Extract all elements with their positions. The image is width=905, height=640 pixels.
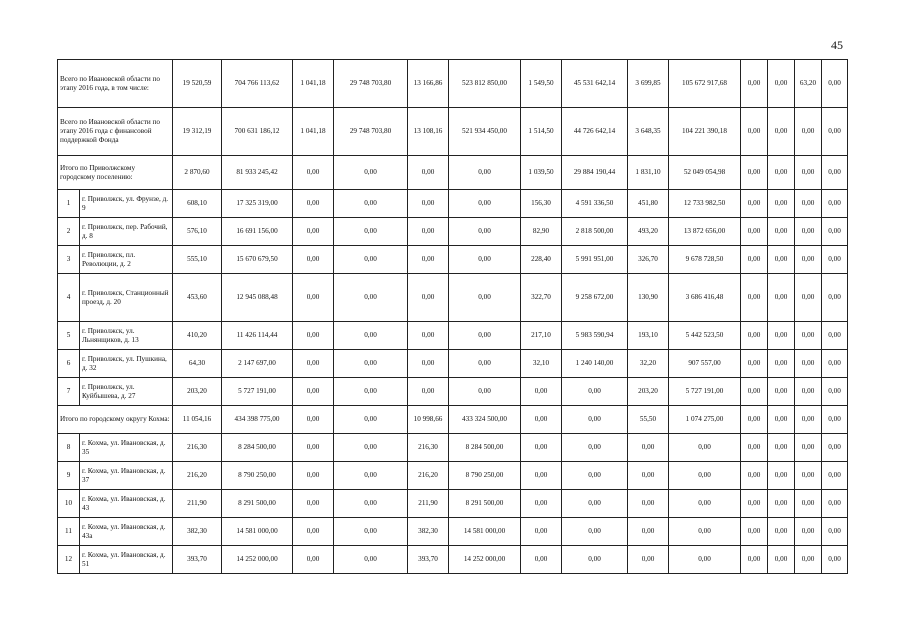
value-cell: 0,00: [822, 490, 848, 518]
value-cell: 0,00: [334, 378, 408, 406]
value-cell: 493,20: [628, 218, 669, 246]
table-body: [58, 60, 848, 574]
value-cell: 0,00: [768, 322, 795, 350]
value-cell: 2 870,60: [173, 156, 222, 190]
value-cell: 8 790 250,00: [222, 462, 293, 490]
value-cell: 0,00: [768, 156, 795, 190]
value-cell: 0,00: [768, 518, 795, 546]
value-cell: 203,20: [628, 378, 669, 406]
value-cell: 0,00: [293, 218, 334, 246]
value-cell: 3 686 416,48: [669, 274, 741, 322]
table-row: [58, 518, 848, 546]
value-cell: 0,00: [669, 518, 741, 546]
value-cell: 15 670 679,50: [222, 246, 293, 274]
value-cell: 216,20: [408, 462, 449, 490]
value-cell: 0,00: [768, 274, 795, 322]
value-cell: 0,00: [521, 378, 562, 406]
value-cell: 105 672 917,68: [669, 60, 741, 108]
address-cell: г. Приволжск, ул. Льнянщиков, д. 13: [80, 322, 173, 350]
value-cell: 0,00: [741, 462, 768, 490]
value-cell: 0,00: [562, 434, 628, 462]
address-cell: г. Приволжск, ул. Пушкина, д. 32: [80, 350, 173, 378]
value-cell: 0,00: [408, 350, 449, 378]
value-cell: 0,00: [521, 462, 562, 490]
value-cell: 0,00: [334, 274, 408, 322]
summary-label: Всего по Ивановской области по этапу 2016 года с финансовой поддержкой Фонда: [58, 108, 173, 156]
value-cell: 0,00: [741, 218, 768, 246]
value-cell: 0,00: [822, 156, 848, 190]
value-cell: 0,00: [293, 350, 334, 378]
address-cell: г. Приволжск, Станционный проезд, д. 20: [80, 274, 173, 322]
value-cell: 0,00: [741, 190, 768, 218]
value-cell: 8 790 250,00: [449, 462, 521, 490]
value-cell: 211,90: [173, 490, 222, 518]
value-cell: 0,00: [768, 462, 795, 490]
value-cell: 0,00: [795, 218, 822, 246]
address-cell: г. Приволжск, ул. Куйбышева, д. 27: [80, 378, 173, 406]
value-cell: 9 678 728,50: [669, 246, 741, 274]
table-row: [58, 322, 848, 350]
value-cell: 10 998,66: [408, 406, 449, 434]
value-cell: 0,00: [741, 378, 768, 406]
value-cell: 0,00: [795, 108, 822, 156]
value-cell: 8 284 500,00: [449, 434, 521, 462]
summary-label: Всего по Ивановской области по этапу 2016 года, в том числе:: [58, 60, 173, 108]
value-cell: 0,00: [822, 546, 848, 574]
value-cell: 5 727 191,00: [222, 378, 293, 406]
value-cell: 52 049 054,98: [669, 156, 741, 190]
value-cell: 0,00: [334, 350, 408, 378]
value-cell: 5 442 523,50: [669, 322, 741, 350]
table-row: [58, 350, 848, 378]
value-cell: 0,00: [741, 60, 768, 108]
value-cell: 29 884 190,44: [562, 156, 628, 190]
value-cell: 326,70: [628, 246, 669, 274]
value-cell: 14 581 000,00: [222, 518, 293, 546]
value-cell: 0,00: [822, 322, 848, 350]
value-cell: 0,00: [334, 218, 408, 246]
value-cell: 1 549,50: [521, 60, 562, 108]
value-cell: 0,00: [768, 350, 795, 378]
value-cell: 0,00: [741, 406, 768, 434]
value-cell: 0,00: [741, 108, 768, 156]
value-cell: 5 727 191,00: [669, 378, 741, 406]
value-cell: 382,30: [173, 518, 222, 546]
value-cell: 82,90: [521, 218, 562, 246]
value-cell: 203,20: [173, 378, 222, 406]
value-cell: 0,00: [521, 434, 562, 462]
value-cell: 0,00: [293, 434, 334, 462]
value-cell: 0,00: [795, 246, 822, 274]
address-cell: г. Приволжск, ул. Фрунзе, д. 9: [80, 190, 173, 218]
page-number: 45: [831, 38, 843, 52]
value-cell: 3 648,35: [628, 108, 669, 156]
value-cell: 1 514,50: [521, 108, 562, 156]
value-cell: 8 284 500,00: [222, 434, 293, 462]
value-cell: 14 581 000,00: [449, 518, 521, 546]
value-cell: 0,00: [408, 322, 449, 350]
value-cell: 0,00: [741, 434, 768, 462]
value-cell: 523 812 850,00: [449, 60, 521, 108]
data-table: [57, 59, 848, 574]
value-cell: 0,00: [822, 60, 848, 108]
value-cell: 0,00: [741, 274, 768, 322]
value-cell: 0,00: [334, 246, 408, 274]
table-row: [58, 378, 848, 406]
value-cell: 0,00: [741, 546, 768, 574]
value-cell: 0,00: [669, 546, 741, 574]
value-cell: 0,00: [293, 546, 334, 574]
value-cell: 700 631 186,12: [222, 108, 293, 156]
value-cell: 433 324 500,00: [449, 406, 521, 434]
value-cell: 453,60: [173, 274, 222, 322]
value-cell: 0,00: [669, 490, 741, 518]
value-cell: 0,00: [521, 546, 562, 574]
table-row: [58, 434, 848, 462]
value-cell: 0,00: [334, 406, 408, 434]
value-cell: 393,70: [173, 546, 222, 574]
value-cell: 32,10: [521, 350, 562, 378]
value-cell: 0,00: [562, 518, 628, 546]
value-cell: 0,00: [449, 218, 521, 246]
value-cell: 0,00: [768, 190, 795, 218]
value-cell: 0,00: [822, 518, 848, 546]
value-cell: 0,00: [822, 350, 848, 378]
value-cell: 130,90: [628, 274, 669, 322]
value-cell: 576,10: [173, 218, 222, 246]
value-cell: 1 831,10: [628, 156, 669, 190]
summary-label: Итого по Приволжскому городскому поселению:: [58, 156, 173, 190]
value-cell: 216,30: [408, 434, 449, 462]
value-cell: 14 252 000,00: [222, 546, 293, 574]
row-index: 10: [58, 490, 80, 518]
value-cell: 0,00: [741, 322, 768, 350]
value-cell: 19 520,59: [173, 60, 222, 108]
value-cell: 0,00: [822, 462, 848, 490]
value-cell: 0,00: [795, 406, 822, 434]
summary-row: [58, 60, 848, 108]
value-cell: 0,00: [293, 156, 334, 190]
value-cell: 0,00: [795, 518, 822, 546]
value-cell: 17 325 319,00: [222, 190, 293, 218]
value-cell: 1 240 140,00: [562, 350, 628, 378]
value-cell: 0,00: [768, 490, 795, 518]
value-cell: 228,40: [521, 246, 562, 274]
address-cell: г. Кохма, ул. Ивановская, д. 43: [80, 490, 173, 518]
value-cell: 0,00: [822, 108, 848, 156]
value-cell: 0,00: [822, 406, 848, 434]
table-row: [58, 462, 848, 490]
value-cell: 0,00: [822, 434, 848, 462]
address-cell: г. Кохма, ул. Ивановская, д. 37: [80, 462, 173, 490]
summary-row: [58, 406, 848, 434]
value-cell: 64,30: [173, 350, 222, 378]
value-cell: 322,70: [521, 274, 562, 322]
value-cell: 0,00: [795, 274, 822, 322]
value-cell: 0,00: [293, 322, 334, 350]
value-cell: 0,00: [768, 60, 795, 108]
value-cell: 0,00: [669, 434, 741, 462]
value-cell: 0,00: [822, 274, 848, 322]
value-cell: 0,00: [795, 350, 822, 378]
value-cell: 0,00: [449, 322, 521, 350]
value-cell: 2 147 697,00: [222, 350, 293, 378]
value-cell: 0,00: [334, 462, 408, 490]
value-cell: 0,00: [449, 350, 521, 378]
value-cell: 0,00: [822, 378, 848, 406]
row-index: 3: [58, 246, 80, 274]
table-row: [58, 218, 848, 246]
value-cell: 907 557,00: [669, 350, 741, 378]
value-cell: 0,00: [795, 434, 822, 462]
value-cell: 0,00: [408, 190, 449, 218]
row-index: 7: [58, 378, 80, 406]
value-cell: 8 291 500,00: [449, 490, 521, 518]
value-cell: 0,00: [669, 462, 741, 490]
value-cell: 5 983 590,94: [562, 322, 628, 350]
value-cell: 0,00: [521, 490, 562, 518]
value-cell: 0,00: [334, 434, 408, 462]
value-cell: 13 872 656,00: [669, 218, 741, 246]
value-cell: 1 074 275,00: [669, 406, 741, 434]
value-cell: 11 426 114,44: [222, 322, 293, 350]
value-cell: 0,00: [408, 218, 449, 246]
value-cell: 29 748 703,80: [334, 108, 408, 156]
value-cell: 0,00: [449, 156, 521, 190]
row-index: 9: [58, 462, 80, 490]
value-cell: 0,00: [768, 434, 795, 462]
value-cell: 0,00: [449, 274, 521, 322]
address-cell: г. Кохма, ул. Ивановская, д. 35: [80, 434, 173, 462]
value-cell: 0,00: [822, 218, 848, 246]
row-index: 12: [58, 546, 80, 574]
value-cell: 5 991 951,00: [562, 246, 628, 274]
value-cell: 0,00: [408, 378, 449, 406]
value-cell: 0,00: [293, 190, 334, 218]
value-cell: 156,30: [521, 190, 562, 218]
table-row: [58, 546, 848, 574]
value-cell: 0,00: [795, 156, 822, 190]
value-cell: 0,00: [293, 274, 334, 322]
value-cell: 0,00: [521, 518, 562, 546]
value-cell: 0,00: [768, 546, 795, 574]
table-row: [58, 274, 848, 322]
value-cell: 0,00: [768, 218, 795, 246]
value-cell: 382,30: [408, 518, 449, 546]
value-cell: 0,00: [334, 322, 408, 350]
value-cell: 410,20: [173, 322, 222, 350]
value-cell: 1 041,18: [293, 108, 334, 156]
value-cell: 0,00: [795, 322, 822, 350]
summary-label: Итого по городскому округу Кохма:: [58, 406, 173, 434]
value-cell: 393,70: [408, 546, 449, 574]
value-cell: 45 531 642,14: [562, 60, 628, 108]
value-cell: 216,20: [173, 462, 222, 490]
value-cell: 704 766 113,62: [222, 60, 293, 108]
value-cell: 216,30: [173, 434, 222, 462]
value-cell: 0,00: [795, 190, 822, 218]
value-cell: 0,00: [293, 246, 334, 274]
value-cell: 0,00: [628, 490, 669, 518]
value-cell: 0,00: [768, 378, 795, 406]
value-cell: 555,10: [173, 246, 222, 274]
summary-row: [58, 108, 848, 156]
value-cell: 1 039,50: [521, 156, 562, 190]
value-cell: 13 166,86: [408, 60, 449, 108]
value-cell: 0,00: [562, 406, 628, 434]
value-cell: 44 726 642,14: [562, 108, 628, 156]
value-cell: 0,00: [628, 546, 669, 574]
value-cell: 0,00: [408, 274, 449, 322]
value-cell: 0,00: [562, 490, 628, 518]
value-cell: 608,10: [173, 190, 222, 218]
value-cell: 0,00: [334, 518, 408, 546]
value-cell: 29 748 703,80: [334, 60, 408, 108]
address-cell: г. Кохма, ул. Ивановская, д. 51: [80, 546, 173, 574]
value-cell: 12 733 982,50: [669, 190, 741, 218]
value-cell: 0,00: [795, 490, 822, 518]
row-index: 11: [58, 518, 80, 546]
value-cell: 521 934 450,00: [449, 108, 521, 156]
value-cell: 0,00: [408, 156, 449, 190]
value-cell: 55,50: [628, 406, 669, 434]
value-cell: 0,00: [768, 246, 795, 274]
value-cell: 11 054,16: [173, 406, 222, 434]
value-cell: 0,00: [408, 246, 449, 274]
value-cell: 0,00: [334, 190, 408, 218]
value-cell: 0,00: [449, 378, 521, 406]
value-cell: 9 258 672,00: [562, 274, 628, 322]
value-cell: 8 291 500,00: [222, 490, 293, 518]
value-cell: 0,00: [795, 378, 822, 406]
value-cell: 0,00: [741, 518, 768, 546]
value-cell: 0,00: [741, 246, 768, 274]
value-cell: 81 933 245,42: [222, 156, 293, 190]
value-cell: 16 691 156,00: [222, 218, 293, 246]
summary-row: [58, 156, 848, 190]
value-cell: 0,00: [822, 190, 848, 218]
value-cell: 0,00: [293, 378, 334, 406]
value-cell: 0,00: [768, 406, 795, 434]
value-cell: 0,00: [628, 434, 669, 462]
value-cell: 0,00: [741, 490, 768, 518]
value-cell: 19 312,19: [173, 108, 222, 156]
value-cell: 0,00: [293, 462, 334, 490]
row-index: 5: [58, 322, 80, 350]
value-cell: 0,00: [562, 378, 628, 406]
value-cell: 0,00: [768, 108, 795, 156]
value-cell: 0,00: [562, 462, 628, 490]
value-cell: 12 945 088,48: [222, 274, 293, 322]
value-cell: 4 591 336,50: [562, 190, 628, 218]
value-cell: 14 252 000,00: [449, 546, 521, 574]
value-cell: 0,00: [293, 518, 334, 546]
value-cell: 13 108,16: [408, 108, 449, 156]
value-cell: 0,00: [293, 490, 334, 518]
value-cell: 0,00: [449, 190, 521, 218]
value-cell: 0,00: [628, 462, 669, 490]
table-row: [58, 246, 848, 274]
value-cell: 32,20: [628, 350, 669, 378]
value-cell: 0,00: [521, 406, 562, 434]
value-cell: 0,00: [449, 246, 521, 274]
value-cell: 0,00: [334, 546, 408, 574]
table-row: [58, 490, 848, 518]
address-cell: г. Приволжск, пл. Революции, д. 2: [80, 246, 173, 274]
value-cell: 0,00: [334, 490, 408, 518]
row-index: 4: [58, 274, 80, 322]
value-cell: 0,00: [822, 246, 848, 274]
value-cell: 211,90: [408, 490, 449, 518]
address-cell: г. Приволжск, пер. Рабочий, д. 8: [80, 218, 173, 246]
row-index: 6: [58, 350, 80, 378]
table-row: [58, 190, 848, 218]
value-cell: 193,10: [628, 322, 669, 350]
value-cell: 0,00: [741, 156, 768, 190]
value-cell: 2 818 500,00: [562, 218, 628, 246]
value-cell: 63,20: [795, 60, 822, 108]
value-cell: 0,00: [293, 406, 334, 434]
address-cell: г. Кохма, ул. Ивановская, д. 43а: [80, 518, 173, 546]
value-cell: 0,00: [562, 546, 628, 574]
value-cell: 0,00: [795, 546, 822, 574]
value-cell: 0,00: [741, 350, 768, 378]
value-cell: 434 398 775,00: [222, 406, 293, 434]
value-cell: 3 699,85: [628, 60, 669, 108]
row-index: 2: [58, 218, 80, 246]
value-cell: 451,80: [628, 190, 669, 218]
row-index: 1: [58, 190, 80, 218]
value-cell: 0,00: [628, 518, 669, 546]
row-index: 8: [58, 434, 80, 462]
value-cell: 1 041,18: [293, 60, 334, 108]
value-cell: 0,00: [795, 462, 822, 490]
value-cell: 104 221 390,18: [669, 108, 741, 156]
value-cell: 217,10: [521, 322, 562, 350]
value-cell: 0,00: [334, 156, 408, 190]
